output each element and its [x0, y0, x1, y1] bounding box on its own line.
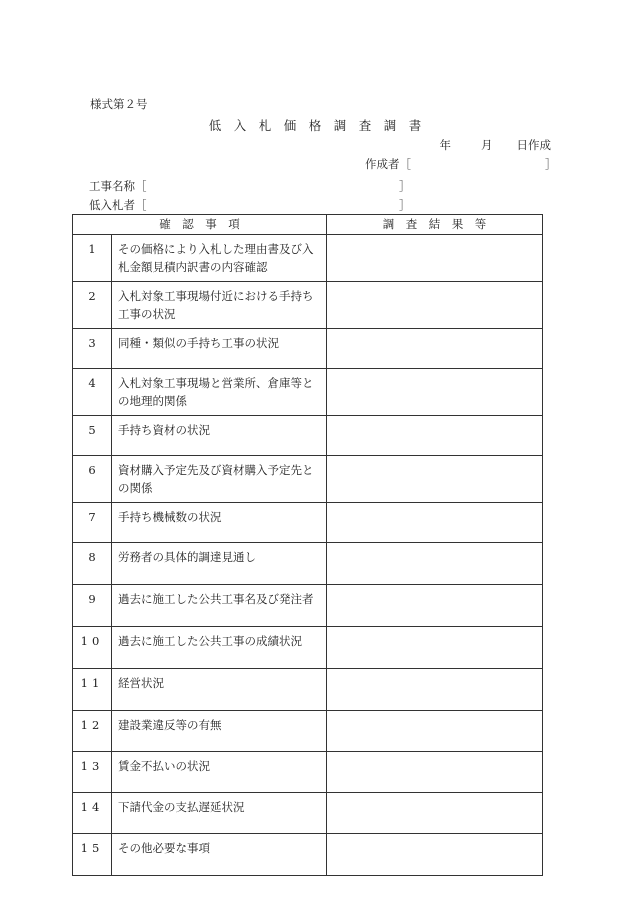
- author-bracket-close: ］: [545, 157, 557, 171]
- table-row: [73, 416, 543, 456]
- result-cell[interactable]: [327, 793, 543, 834]
- table-row: [73, 369, 543, 416]
- form-number: 様式第２号: [90, 97, 148, 111]
- check-item: 労務者の具体的調達見通し: [112, 543, 327, 585]
- table-row: [73, 585, 543, 627]
- table-row: [73, 669, 543, 711]
- table-row: [73, 282, 543, 329]
- check-item: 同種・類似の手持ち工事の状況: [112, 329, 327, 369]
- table-row: [73, 543, 543, 585]
- row-number: 6: [73, 456, 112, 503]
- check-item: 経営状況: [112, 669, 327, 711]
- row-number: 8: [73, 543, 112, 585]
- row-number: 5: [73, 416, 112, 456]
- bidder-label: 低入札者［: [89, 198, 147, 212]
- table-row: [73, 627, 543, 669]
- author-field[interactable]: [365, 157, 557, 171]
- check-item: 入札対象工事現場と営業所、倉庫等との地理的関係: [112, 369, 327, 416]
- result-cell[interactable]: [327, 456, 543, 503]
- check-item: 入札対象工事現場付近における手持ち工事の状況: [112, 282, 327, 329]
- check-item: 下請代金の支払遅延状況: [112, 793, 327, 834]
- check-item: 手持ち資材の状況: [112, 416, 327, 456]
- document-title: 低 入 札 価 格 調 査 調 書: [208, 118, 422, 133]
- row-number: 10: [73, 627, 112, 669]
- row-number: 9: [73, 585, 112, 627]
- work-name-field[interactable]: [89, 179, 411, 193]
- result-cell[interactable]: [327, 416, 543, 456]
- result-cell[interactable]: [327, 282, 543, 329]
- result-cell[interactable]: [327, 369, 543, 416]
- result-cell[interactable]: [327, 585, 543, 627]
- check-item: 資材購入予定先及び資材購入予定先との関係: [112, 456, 327, 503]
- result-cell[interactable]: [327, 834, 543, 876]
- check-table: [72, 214, 543, 876]
- result-cell[interactable]: [327, 627, 543, 669]
- bidder-field[interactable]: [89, 198, 411, 212]
- row-number: 11: [73, 669, 112, 711]
- date-line: [440, 138, 552, 152]
- table-row: [73, 752, 543, 793]
- table-header-row: [73, 215, 543, 235]
- row-number: 14: [73, 793, 112, 834]
- result-cell[interactable]: [327, 503, 543, 543]
- check-item: 賃金不払いの状況: [112, 752, 327, 793]
- row-number: 1: [73, 235, 112, 282]
- date-month-label: 月: [481, 138, 493, 152]
- row-number: 12: [73, 711, 112, 752]
- check-item: 過去に施工した公共工事名及び発注者: [112, 585, 327, 627]
- result-cell[interactable]: [327, 752, 543, 793]
- check-item: 過去に施工した公共工事の成績状況: [112, 627, 327, 669]
- check-item: その他必要な事項: [112, 834, 327, 876]
- bidder-bracket-close: ］: [399, 198, 411, 212]
- author-label: 作成者［: [365, 157, 411, 171]
- result-cell[interactable]: [327, 329, 543, 369]
- result-cell[interactable]: [327, 235, 543, 282]
- result-cell[interactable]: [327, 669, 543, 711]
- table-row: [73, 793, 543, 834]
- check-item: 手持ち機械数の状況: [112, 503, 327, 543]
- row-number: 13: [73, 752, 112, 793]
- table-row: [73, 711, 543, 752]
- table-row: [73, 235, 543, 282]
- table-row: [73, 456, 543, 503]
- work-name-label: 工事名称［: [89, 179, 147, 193]
- result-cell[interactable]: [327, 711, 543, 752]
- col-result-header: 調 査 結 果 等: [327, 215, 543, 235]
- work-name-bracket-close: ］: [399, 179, 411, 193]
- table-row: [73, 834, 543, 876]
- date-year-label: 年: [439, 138, 451, 152]
- check-item: 建設業違反等の有無: [112, 711, 327, 752]
- result-cell[interactable]: [327, 543, 543, 585]
- row-number: 15: [73, 834, 112, 876]
- row-number: 4: [73, 369, 112, 416]
- row-number: 3: [73, 329, 112, 369]
- row-number: 7: [73, 503, 112, 543]
- row-number: 2: [73, 282, 112, 329]
- col-item-header: 確 認 事 項: [73, 215, 327, 235]
- check-item: その価格により入札した理由書及び入札金額見積内訳書の内容確認: [112, 235, 327, 282]
- table-row: [73, 329, 543, 369]
- table-row: [73, 503, 543, 543]
- date-day-label: 日作成: [516, 138, 551, 152]
